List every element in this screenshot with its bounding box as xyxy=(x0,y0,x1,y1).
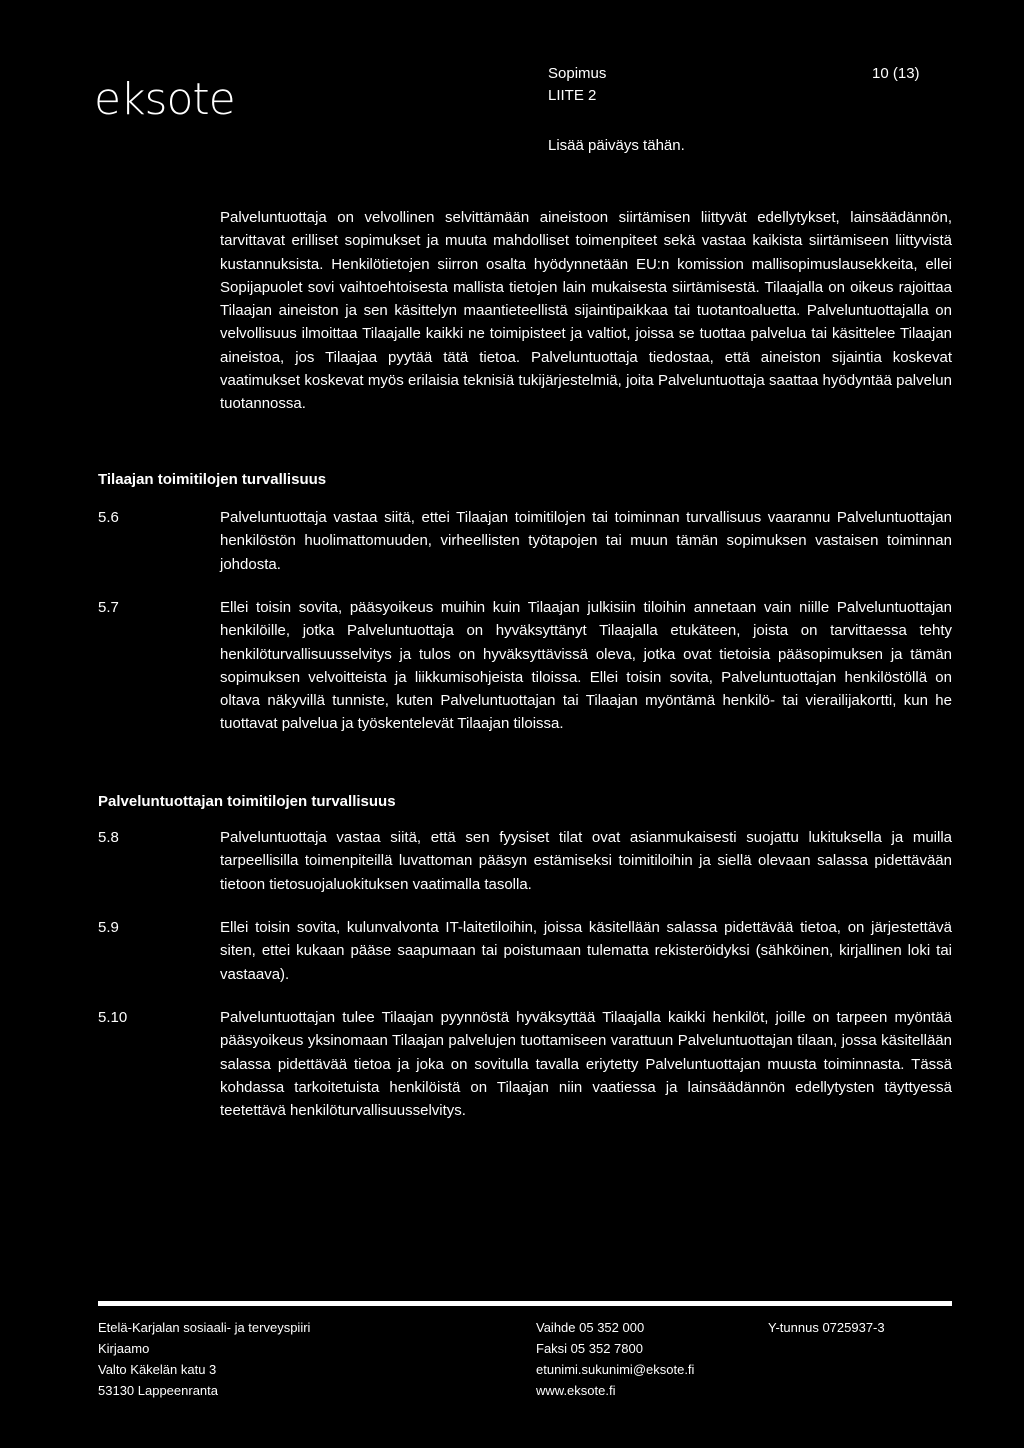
footer-email[interactable]: etunimi.sukunimi@eksote.fi xyxy=(536,1362,695,1377)
attachment-label: LIITE 2 xyxy=(548,87,597,104)
footer-web[interactable]: www.eksote.fi xyxy=(536,1383,616,1398)
clause-text: Palveluntuottajan tulee Tilaajan pyynnöstä hyväksyttää Tilaajalla kaikki henkilöt, joille on tarpeen myöntää pääsyoikeus yksinomaan Tilaajan palvelujen tuottamiseen varattuun Palveluntuottajan tilaan, jossa käsitellään salassa pidettävää tietoa ja joka on sovitulla tavalla eriytetty Palveluntuottajan muusta toiminnasta. Tässä kohdassa tarkoitetuista henkilöistä on Tilaajan niin vaatiessa ja lainsäädännön edellytysten täyttyessä teetettävä henkilöturvallisuusselvitys. xyxy=(220,1009,952,1120)
footer-phone: Vaihde 05 352 000 xyxy=(536,1320,645,1335)
footer-business-id-text: Y-tunnus 0725937-3 xyxy=(768,1320,885,1335)
clause-text: Palveluntuottaja vastaa siitä, että sen fyysiset tilat ovat asianmukaisesti suojattu lukituksella ja muilla tarpeellisilla toimenpiteillä luvattoman pääsyn estämiseksi toimitiloihin ja siellä olevaan salassa pidettävään tietoon tietosuojaluokituksen vaatimalla tasolla. xyxy=(220,829,952,893)
footer-street: Valto Käkelän katu 3 xyxy=(98,1362,217,1377)
section-heading-palveluntuottajan: Palveluntuottajan toimitilojen turvallisuus xyxy=(98,793,396,810)
page-number: 10 (13) xyxy=(872,65,920,82)
clause-number: 5.6 xyxy=(98,509,119,526)
clause-text: Ellei toisin sovita, pääsyoikeus muihin kuin Tilaajan julkisiin tiloihin annetaan vain niille Palveluntuottajan henkilöille, jotka Palveluntuottaja on hyväksyttänyt Tilaajalla etukäteen, joista on tarvittaessa tehty henkilöturvallisuusselvitys ja tulos on hyväksyttävissä oleva, jotka ovat tietoisia pääsopimuksen ja tämän sopimuksen velvoitteista ja liikkumisohjeista tiloissa. Ellei toisin sovita, Palveluntuottajan henkilöstöllä on oltava näkyvillä tunniste, kuten Palveluntuottajan tai Tilaajan myöntämä henkilö- tai vierailijakortti, kun he tuottavat palvelua ja työskentelevät Tilaajan tiloissa. xyxy=(220,599,952,733)
footer-divider xyxy=(98,1301,952,1306)
document-type: Sopimus xyxy=(548,65,607,82)
clause-number: 5.8 xyxy=(98,829,119,846)
clause-5-10 xyxy=(98,1006,952,1122)
clause-5-9 xyxy=(98,916,952,986)
date-placeholder[interactable]: Lisää päiväys tähän. xyxy=(548,137,685,154)
footer-org: Etelä-Karjalan sosiaali- ja terveyspiiri xyxy=(98,1320,311,1335)
clause-5-7 xyxy=(98,596,952,736)
clause-number: 5.10 xyxy=(98,1009,128,1026)
clause-number: 5.7 xyxy=(98,599,119,616)
clause-5-6 xyxy=(98,506,952,576)
clause-5-8 xyxy=(98,826,952,896)
logo: eksote xyxy=(94,74,235,125)
clause-text: Ellei toisin sovita, kulunvalvonta IT-laitetiloihin, joissa käsitellään salassa pidettävää tietoa, on järjestettävä siten, ettei kukaan pääse saapumaan tai poistumaan tulematta rekisteröidyksi (sähköinen, kirjallinen loki tai vastaava). xyxy=(220,919,952,983)
footer-address xyxy=(98,1317,310,1401)
footer-business-id xyxy=(768,1317,885,1338)
footer-postal: 53130 Lappeenranta xyxy=(98,1383,219,1398)
clause-number: 5.9 xyxy=(98,919,119,936)
footer-fax: Faksi 05 352 7800 xyxy=(536,1341,643,1356)
footer-contact xyxy=(536,1317,694,1401)
intro-paragraph: Palveluntuottaja on velvollinen selvittämään aineistoon siirtämisen liittyvät edellytykset, lainsäädännön, tarvittavat erilliset sopimukset ja muuta mahdolliset toimenpiteet sekä vastaa kaikista siirtämiseen liittyvistä kustannuksista. Henkilötietojen siirron osalta hyödynnetään EU:n komission mallisopimuslausekkeita, ellei Sopijapuolet sovi vaihtoehtoisesta mallista tietojen lain mukaisesta siirtämisestä. Tilaajalla on oikeus rajoittaa Tilaajan aineiston ja sen käsittelyn maantieteellistä sijaintipaikkaa tai tuotantoaluetta. Palveluntuottajalla on velvollisuus ilmoittaa Tilaajalle kaikki ne toimipisteet ja valtiot, joissa se tuottaa palvelua tai käsittelee Tilaajan aineistoa, jos Tilaajaa pyytää tätä tietoa. Palveluntuottaja tiedostaa, että aineiston sijaintia koskevat vaatimukset koskevat myös erilaisia teknisiä tukijärjestelmiä, joita Palveluntuottaja saattaa hyödyntää palvelun tuotannossa. xyxy=(220,209,952,413)
clause-text: Palveluntuottaja vastaa siitä, ettei Tilaajan toimitilojen tai toiminnan turvallisuus vaarannu Palveluntuottajan henkilöstön huolimattomuuden, virheellisten työtapojen tai muun tämän sopimuksen vastaisen toiminnan johdosta. xyxy=(220,509,952,573)
footer-office: Kirjaamo xyxy=(98,1341,150,1356)
section-heading-tilaajan: Tilaajan toimitilojen turvallisuus xyxy=(98,471,327,488)
